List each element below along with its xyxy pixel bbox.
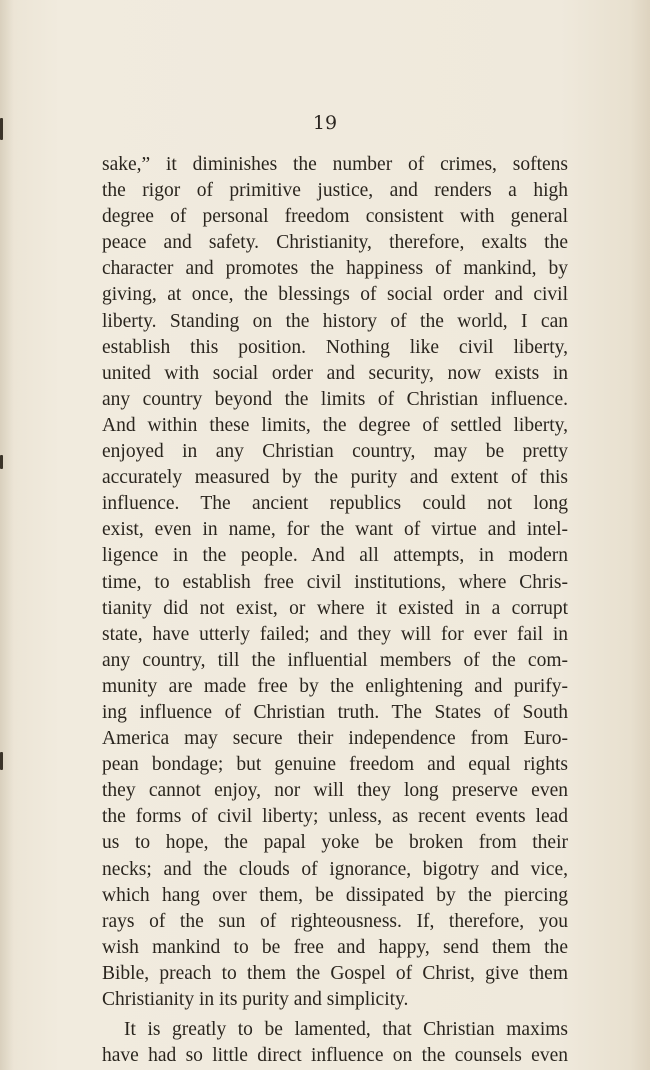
text-line: peace and safety. Christianity, therefore, exalts the (102, 232, 568, 254)
text-line: tianity did not exist, or where it existed in a corrupt (102, 597, 568, 619)
text-line: establish this position. Nothing like civil liberty, (102, 336, 568, 358)
text-line: time, to establish free civil institutions, where Chris- (102, 571, 568, 593)
text-line: the rigor of primitive justice, and renders a high (102, 180, 568, 202)
text-line: giving, at once, the blessings of social order and civil (102, 284, 568, 306)
text-line: sake,” it diminishes the number of crimes, softens (102, 154, 568, 175)
text-line: united with social order and security, now exists in (102, 362, 568, 384)
page-number: 19 (312, 112, 338, 134)
text-line: wish mankind to be free and happy, send them the (102, 936, 568, 958)
binding-mark-middle (0, 455, 3, 469)
text-line: influence. The ancient republics could not long (102, 493, 568, 515)
text-line: liberty. Standing on the history of the world, I can (102, 310, 568, 332)
text-line: which hang over them, be dissipated by the piercing (102, 884, 568, 906)
text-line: degree of personal freedom consistent with general (102, 206, 568, 228)
text-line: It is greatly to be lamented, that Christian maxims (124, 1019, 568, 1041)
text-line: character and promotes the happiness of mankind, by (102, 258, 568, 280)
text-line: any country beyond the limits of Christian influence. (102, 388, 568, 410)
text-line: Bible, preach to them the Gospel of Christ, give them (102, 962, 568, 984)
text-line: rays of the sun of righteousness. If, therefore, you (102, 910, 568, 932)
text-line: accurately measured by the purity and extent of this (102, 467, 568, 489)
text-line: And within these limits, the degree of settled liberty, (102, 414, 568, 436)
text-line: necks; and the clouds of ignorance, bigotry and vice, (102, 858, 568, 880)
paragraph-2 (102, 1017, 568, 1069)
binding-mark-bottom (0, 752, 3, 770)
text-line: they cannot enjoy, nor will they long preserve even (102, 780, 568, 802)
text-line: have had so little direct influence on the counsels even (102, 1045, 568, 1067)
text-line: America may secure their independence from Euro- (102, 728, 568, 750)
text-line: the forms of civil liberty; unless, as recent events lead (102, 806, 568, 828)
text-line: us to hope, the papal yoke be broken from their (102, 832, 568, 854)
text-line: state, have utterly failed; and they will for ever fail in (102, 623, 568, 645)
text-line: ligence in the people. And all attempts, in modern (102, 545, 568, 567)
text-line: exist, even in name, for the want of virtue and intel- (102, 519, 568, 541)
text-line: enjoyed in any Christian country, may be pretty (102, 441, 568, 463)
text-line: pean bondage; but genuine freedom and equal rights (102, 754, 568, 776)
text-line: munity are made free by the enlightening and purify- (102, 675, 568, 697)
body-text (102, 152, 568, 1069)
paragraph-1 (102, 152, 568, 1013)
text-line: any country, till the influential members of the com- (102, 649, 568, 671)
text-line: ing influence of Christian truth. The States of South (102, 701, 568, 723)
text-line: Christianity in its purity and simplicity. (102, 989, 409, 1010)
